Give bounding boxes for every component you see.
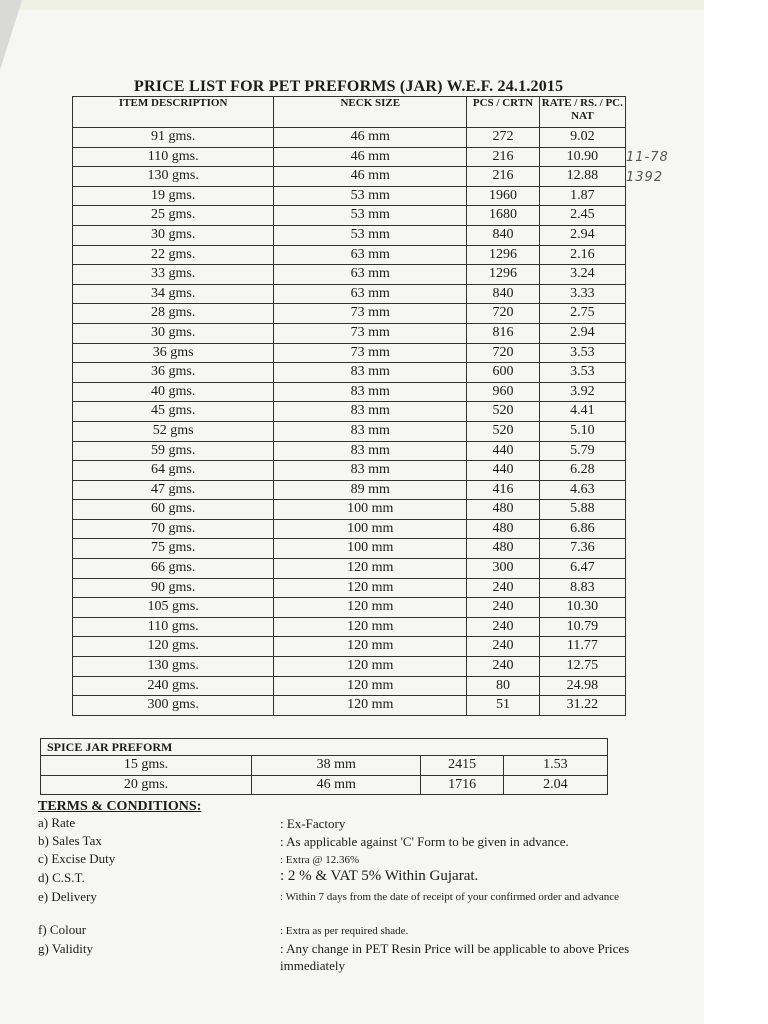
pcs-cell: 1296 xyxy=(467,265,539,285)
table-row xyxy=(73,637,626,657)
rate-cell: 3.53 xyxy=(539,363,625,383)
spice-table-title-row xyxy=(41,739,608,756)
neck-size-cell: 73 mm xyxy=(274,304,467,324)
rate-cell: 12.75 xyxy=(539,657,625,677)
term-label-colour: f) Colour xyxy=(38,922,87,937)
spice-table-body xyxy=(41,739,608,795)
rate-cell: 5.88 xyxy=(539,500,625,520)
table-row xyxy=(73,245,626,265)
neck-size-cell: 120 mm xyxy=(274,676,467,696)
pcs-cell: 600 xyxy=(467,363,539,383)
neck-size-cell: 63 mm xyxy=(274,245,467,265)
neck-size-cell: 120 mm xyxy=(274,598,467,618)
table-row xyxy=(73,539,626,559)
neck-size-cell: 83 mm xyxy=(274,363,467,383)
table-row xyxy=(73,559,626,579)
neck-size-cell: 100 mm xyxy=(274,519,467,539)
item-cell: 75 gms. xyxy=(73,539,274,559)
item-cell: 47 gms. xyxy=(73,480,274,500)
term-label-cst: d) C.S.T. xyxy=(38,870,85,885)
pcs-cell: 300 xyxy=(467,559,539,579)
neck-size-cell: 89 mm xyxy=(274,480,467,500)
neck-size-cell: 46 mm xyxy=(252,775,421,795)
table-row xyxy=(73,461,626,481)
term-value-excise-duty: : Extra @ 12.36% xyxy=(280,854,360,866)
item-cell: 28 gms. xyxy=(73,304,274,324)
neck-size-cell: 83 mm xyxy=(274,421,467,441)
pcs-cell: 216 xyxy=(467,167,539,187)
header-item-description: ITEM DESCRIPTION xyxy=(73,97,274,128)
item-cell: 240 gms. xyxy=(73,676,274,696)
rate-cell: 5.10 xyxy=(539,421,625,441)
pcs-cell: 240 xyxy=(467,617,539,637)
header-neck-size: NECK SIZE xyxy=(274,97,467,128)
pcs-cell: 51 xyxy=(467,696,539,716)
item-cell: 22 gms. xyxy=(73,245,274,265)
price-table-body xyxy=(73,128,626,716)
item-cell: 90 gms. xyxy=(73,578,274,598)
rate-cell: 3.53 xyxy=(539,343,625,363)
rate-cell: 2.45 xyxy=(539,206,625,226)
pcs-cell: 416 xyxy=(467,480,539,500)
terms-heading: TERMS & CONDITIONS: xyxy=(38,799,202,814)
pcs-cell: 216 xyxy=(467,147,539,167)
neck-size-cell: 38 mm xyxy=(252,756,421,776)
rate-cell: 3.33 xyxy=(539,284,625,304)
rate-cell: 2.16 xyxy=(539,245,625,265)
page-title: PRICE LIST FOR PET PREFORMS (JAR) W.E.F. 24.1.2015 xyxy=(134,78,564,95)
item-cell: 34 gms. xyxy=(73,284,274,304)
pcs-cell: 440 xyxy=(467,461,539,481)
rate-cell: 2.94 xyxy=(539,225,625,245)
pcs-cell: 816 xyxy=(467,323,539,343)
table-row xyxy=(73,167,626,187)
rate-cell: 2.94 xyxy=(539,323,625,343)
item-cell: 130 gms. xyxy=(73,167,274,187)
table-row xyxy=(73,598,626,618)
neck-size-cell: 46 mm xyxy=(274,128,467,148)
term-label-delivery: e) Delivery xyxy=(38,889,97,904)
rate-cell: 24.98 xyxy=(539,676,625,696)
neck-size-cell: 100 mm xyxy=(274,539,467,559)
rate-cell: 8.83 xyxy=(539,578,625,598)
price-table-header-row xyxy=(73,97,626,128)
table-row xyxy=(73,284,626,304)
item-cell: 19 gms. xyxy=(73,186,274,206)
page-fold-corner xyxy=(0,0,22,70)
rate-cell: 10.90 xyxy=(539,147,625,167)
item-cell: 52 gms xyxy=(73,421,274,441)
item-cell: 45 gms. xyxy=(73,402,274,422)
pcs-cell: 440 xyxy=(467,441,539,461)
pcs-cell: 1296 xyxy=(467,245,539,265)
neck-size-cell: 46 mm xyxy=(274,167,467,187)
neck-size-cell: 100 mm xyxy=(274,500,467,520)
term-value-validity: : Any change in PET Resin Price will be applicable to above Prices immediately xyxy=(280,941,630,973)
neck-size-cell: 120 mm xyxy=(274,578,467,598)
item-cell: 66 gms. xyxy=(73,559,274,579)
rate-cell: 3.24 xyxy=(539,265,625,285)
table-row xyxy=(73,696,626,716)
table-row xyxy=(73,676,626,696)
pcs-cell: 480 xyxy=(467,500,539,520)
rate-cell: 3.92 xyxy=(539,382,625,402)
item-cell: 105 gms. xyxy=(73,598,274,618)
rate-cell: 2.04 xyxy=(503,775,607,795)
table-row xyxy=(73,343,626,363)
neck-size-cell: 63 mm xyxy=(274,284,467,304)
table-row xyxy=(73,382,626,402)
pcs-cell: 840 xyxy=(467,284,539,304)
handwritten-note: 11-78 xyxy=(626,150,669,165)
rate-cell: 7.36 xyxy=(539,539,625,559)
rate-cell: 2.75 xyxy=(539,304,625,324)
neck-size-cell: 53 mm xyxy=(274,206,467,226)
table-row xyxy=(41,756,608,776)
term-value-colour: : Extra as per required shade. xyxy=(280,925,409,937)
item-cell: 70 gms. xyxy=(73,519,274,539)
table-row xyxy=(73,402,626,422)
item-cell: 64 gms. xyxy=(73,461,274,481)
table-row xyxy=(73,186,626,206)
pcs-cell: 1960 xyxy=(467,186,539,206)
pcs-cell: 840 xyxy=(467,225,539,245)
pcs-cell: 2415 xyxy=(421,756,503,776)
table-row xyxy=(73,617,626,637)
neck-size-cell: 120 mm xyxy=(274,637,467,657)
price-table xyxy=(72,96,626,716)
table-row xyxy=(73,206,626,226)
table-row xyxy=(73,147,626,167)
item-cell: 300 gms. xyxy=(73,696,274,716)
rate-cell: 9.02 xyxy=(539,128,625,148)
pcs-cell: 240 xyxy=(467,598,539,618)
table-row xyxy=(73,128,626,148)
item-cell: 110 gms. xyxy=(73,617,274,637)
pcs-cell: 720 xyxy=(467,343,539,363)
neck-size-cell: 73 mm xyxy=(274,323,467,343)
neck-size-cell: 120 mm xyxy=(274,657,467,677)
neck-size-cell: 120 mm xyxy=(274,617,467,637)
term-label-sales-tax: b) Sales Tax xyxy=(38,833,102,848)
term-value-sales-tax: : As applicable against 'C' Form to be given in advance. xyxy=(280,834,569,849)
item-cell: 20 gms. xyxy=(41,775,252,795)
pcs-cell: 1716 xyxy=(421,775,503,795)
table-row xyxy=(73,304,626,324)
table-row xyxy=(73,265,626,285)
rate-cell: 6.28 xyxy=(539,461,625,481)
table-row xyxy=(73,480,626,500)
pcs-cell: 960 xyxy=(467,382,539,402)
header-pcs-per-carton: PCS / CRTN xyxy=(467,97,539,128)
neck-size-cell: 83 mm xyxy=(274,382,467,402)
term-label-rate: a) Rate xyxy=(38,815,76,830)
spice-jar-table xyxy=(40,738,608,795)
item-cell: 36 gms xyxy=(73,343,274,363)
rate-cell: 1.87 xyxy=(539,186,625,206)
item-cell: 110 gms. xyxy=(73,147,274,167)
rate-cell: 4.41 xyxy=(539,402,625,422)
pcs-cell: 720 xyxy=(467,304,539,324)
table-row xyxy=(73,441,626,461)
table-row xyxy=(73,363,626,383)
spice-table-title: SPICE JAR PREFORM xyxy=(41,739,608,756)
item-cell: 130 gms. xyxy=(73,657,274,677)
rate-cell: 6.47 xyxy=(539,559,625,579)
term-value-rate: : Ex-Factory xyxy=(280,816,346,831)
term-label-excise-duty: c) Excise Duty xyxy=(38,851,116,866)
term-value-delivery: : Within 7 days from the date of receipt of your confirmed order and advance xyxy=(280,891,620,903)
pcs-cell: 80 xyxy=(467,676,539,696)
term-value-cst: : 2 % & VAT 5% Within Gujarat. xyxy=(280,868,479,884)
rate-cell: 4.63 xyxy=(539,480,625,500)
pcs-cell: 240 xyxy=(467,637,539,657)
neck-size-cell: 120 mm xyxy=(274,559,467,579)
neck-size-cell: 53 mm xyxy=(274,186,467,206)
neck-size-cell: 73 mm xyxy=(274,343,467,363)
item-cell: 15 gms. xyxy=(41,756,252,776)
table-row xyxy=(73,421,626,441)
item-cell: 30 gms. xyxy=(73,323,274,343)
rate-cell: 10.79 xyxy=(539,617,625,637)
neck-size-cell: 63 mm xyxy=(274,265,467,285)
term-label-validity: g) Validity xyxy=(38,941,94,956)
rate-cell: 10.30 xyxy=(539,598,625,618)
table-row xyxy=(41,775,608,795)
pcs-cell: 1680 xyxy=(467,206,539,226)
neck-size-cell: 83 mm xyxy=(274,402,467,422)
rate-cell: 31.22 xyxy=(539,696,625,716)
item-cell: 59 gms. xyxy=(73,441,274,461)
pcs-cell: 240 xyxy=(467,578,539,598)
scan-top-edge xyxy=(0,0,704,10)
rate-cell: 12.88 xyxy=(539,167,625,187)
pcs-cell: 480 xyxy=(467,519,539,539)
item-cell: 91 gms. xyxy=(73,128,274,148)
table-row xyxy=(73,225,626,245)
pcs-cell: 520 xyxy=(467,421,539,441)
pcs-cell: 272 xyxy=(467,128,539,148)
item-cell: 60 gms. xyxy=(73,500,274,520)
item-cell: 25 gms. xyxy=(73,206,274,226)
rate-cell: 5.79 xyxy=(539,441,625,461)
item-cell: 33 gms. xyxy=(73,265,274,285)
table-row xyxy=(73,519,626,539)
item-cell: 36 gms. xyxy=(73,363,274,383)
table-row xyxy=(73,500,626,520)
pcs-cell: 520 xyxy=(467,402,539,422)
table-row xyxy=(73,657,626,677)
neck-size-cell: 83 mm xyxy=(274,461,467,481)
pcs-cell: 240 xyxy=(467,657,539,677)
rate-cell: 11.77 xyxy=(539,637,625,657)
table-row xyxy=(73,578,626,598)
rate-cell: 6.86 xyxy=(539,519,625,539)
table-row xyxy=(73,323,626,343)
neck-size-cell: 53 mm xyxy=(274,225,467,245)
item-cell: 120 gms. xyxy=(73,637,274,657)
neck-size-cell: 46 mm xyxy=(274,147,467,167)
neck-size-cell: 83 mm xyxy=(274,441,467,461)
rate-cell: 1.53 xyxy=(503,756,607,776)
neck-size-cell: 120 mm xyxy=(274,696,467,716)
header-rate: RATE / RS. / PC. NAT xyxy=(539,97,625,128)
handwritten-note: 1392 xyxy=(626,170,664,185)
pcs-cell: 480 xyxy=(467,539,539,559)
item-cell: 30 gms. xyxy=(73,225,274,245)
item-cell: 40 gms. xyxy=(73,382,274,402)
